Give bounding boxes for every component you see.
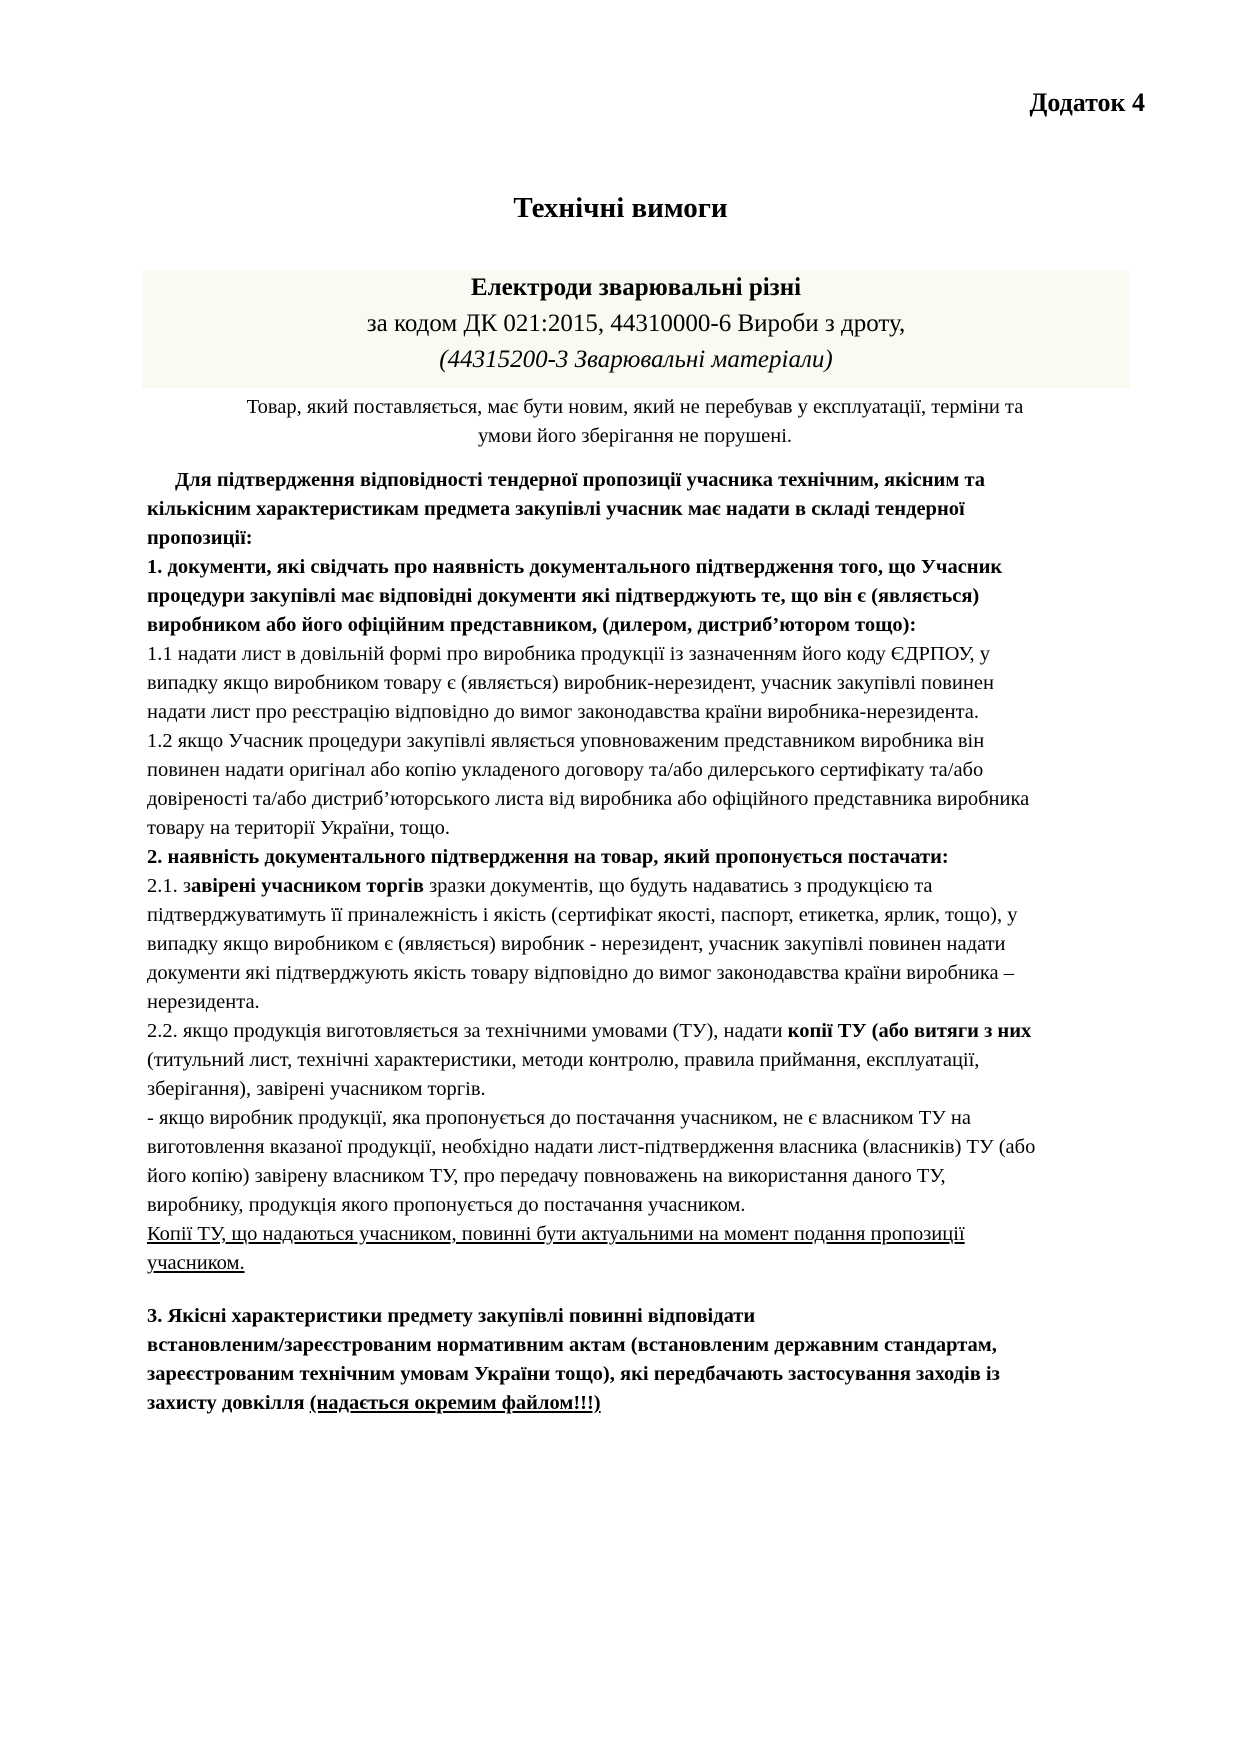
item-2-4-underlined: Копії ТУ, що надаються учасником, повинні бути актуальними на момент подання пропозиції [147,1223,965,1245]
item-2-2-line: зберігання), завірені учасником торгів. [147,1078,486,1100]
item-2-1-rest: зразки документів, що будуть надаватись з продукцією та [423,875,933,897]
intro-paragraph [150,393,1120,451]
item-2-1-bold: авірені учасником торгів [190,875,424,897]
item-2-3-line: виготовлення вказаної продукції, необхідно надати лист-підтвердження власника (власників) ТУ (або [147,1136,1036,1158]
item-2-1-prefix: 2.1. з [147,875,191,897]
section-3-line: 3. Якісні характеристики предмету закупівлі повинні відповідати [147,1305,756,1327]
item-2-4-line [147,1249,1137,1278]
intro-line: умови його зберігання не порушені. [477,425,793,447]
item-2-4 [147,1220,1137,1278]
section-1-line: процедури закупівлі має відповідні документи які підтверджують те, що він є (являється) [147,585,980,607]
item-2-2 [147,1017,1137,1104]
item-2-1-line: підтверджуватимуть її приналежність і якість (сертифікат якості, паспорт, етикетка, ярлик, тощо), у [147,904,1018,926]
item-2-2-text: 2.2. якщо продукція виготовляється за технічними умовами (ТУ), надати [147,1020,788,1042]
item-1-1-line: надати лист про реєстрацію відповідно до вимог законодавства країни виробника-нерезидента. [147,701,980,723]
section-3-line: встановленим/зареєстрованим нормативним актам (встановленим державним стандартам, [147,1334,997,1356]
item-2-1-line: документи які підтверджують якість товару відповідно до вимог законодавства країни виробника – [147,962,1014,984]
section-3-text: захисту довкілля [147,1392,310,1414]
item-2-2-bold: копії ТУ (або витяги з них [787,1020,1032,1042]
item-2-1 [147,872,1137,1017]
lead-line: Для підтвердження відповідності тендерної пропозиції учасника технічним, якісним та [175,469,986,491]
item-2-1-line [147,872,1137,901]
item-2-1-line: нерезидента. [147,991,260,1013]
item-1-2-line: повинен надати оригінал або копію укладеного договору та/або дилерського сертифікату та/або [147,759,984,781]
lead-line: кількісним характеристикам предмета закупівлі учасник має надати в складі тендерної [147,498,965,520]
document-title: Технічні вимоги [513,192,728,224]
section-3 [147,1302,1137,1418]
lead-paragraph [147,466,1137,553]
item-1-1-line: випадку якщо виробником товару є (являється) виробник-нерезидент, учасник закупівлі повинен [147,672,994,694]
section-1-line: 1. документи, які свідчать про наявність документального підтвердження того, що Учасник [147,556,1003,578]
item-1-1-line: 1.1 надати лист в довільній формі про виробника продукції із зазначенням його коду ЄДРПОУ, у [147,643,990,665]
subject-block [142,270,1130,388]
section-3-line: зареєстрованим технічним умовам України тощо), які передбачають застосування заходів із [147,1363,1000,1385]
appendix-label: Додаток 4 [1029,88,1145,117]
item-2-4-line [147,1220,1137,1249]
item-2-3 [147,1104,1137,1220]
item-1-2 [147,727,1137,843]
item-2-3-line: його копію) завірену власником ТУ, про передачу повноважень на використання даного ТУ, [147,1165,946,1187]
spacer [147,1278,1137,1302]
item-2-2-line: (титульний лист, технічні характеристики, методи контролю, правила приймання, експлуатації, [147,1049,980,1071]
intro-line: Товар, який поставляється, має бути новим, який не перебував у експлуатації, терміни та [246,396,1024,418]
item-2-3-line: - якщо виробник продукції, яка пропонується до постачання учасником, не є власником ТУ на [147,1107,971,1129]
subject-subcode: (44315200-3 Зварювальні матеріали) [439,346,833,373]
section-2-heading: 2. наявність документального підтвердження на товар, який пропонується постачати: [147,846,949,868]
item-2-2-line [147,1017,1137,1046]
subject-code: за кодом ДК 021:2015, 44310000-6 Вироби з дроту, [366,310,906,337]
item-1-1 [147,640,1137,727]
requirements-body [147,466,1137,1418]
item-1-2-line: довіреності та/або дистриб’юторського листа від виробника або офіційного представника виробника [147,788,1030,810]
item-1-2-line: 1.2 якщо Учасник процедури закупівлі являється уповноваженим представником виробника він [147,730,985,752]
section-1-line: виробником або його офіційним представником, (дилером, дистриб’ютором тощо): [147,614,917,636]
lead-line: пропозиції: [147,527,253,549]
section-1-heading [147,553,1137,640]
subject-name: Електроди зварювальні різні [470,274,802,301]
separate-file-note: (надається окремим файлом!!!) [309,1392,601,1414]
section-3-line [147,1389,1137,1418]
item-2-3-line: виробнику, продукція якого пропонується до постачання учасником. [147,1194,746,1216]
item-2-4-underlined: учасником. [147,1252,245,1274]
item-2-1-line: випадку якщо виробником є (являється) виробник - нерезидент, учасник закупівлі повинен надати [147,933,1006,955]
item-1-2-line: товару на території України, тощо. [147,817,450,839]
